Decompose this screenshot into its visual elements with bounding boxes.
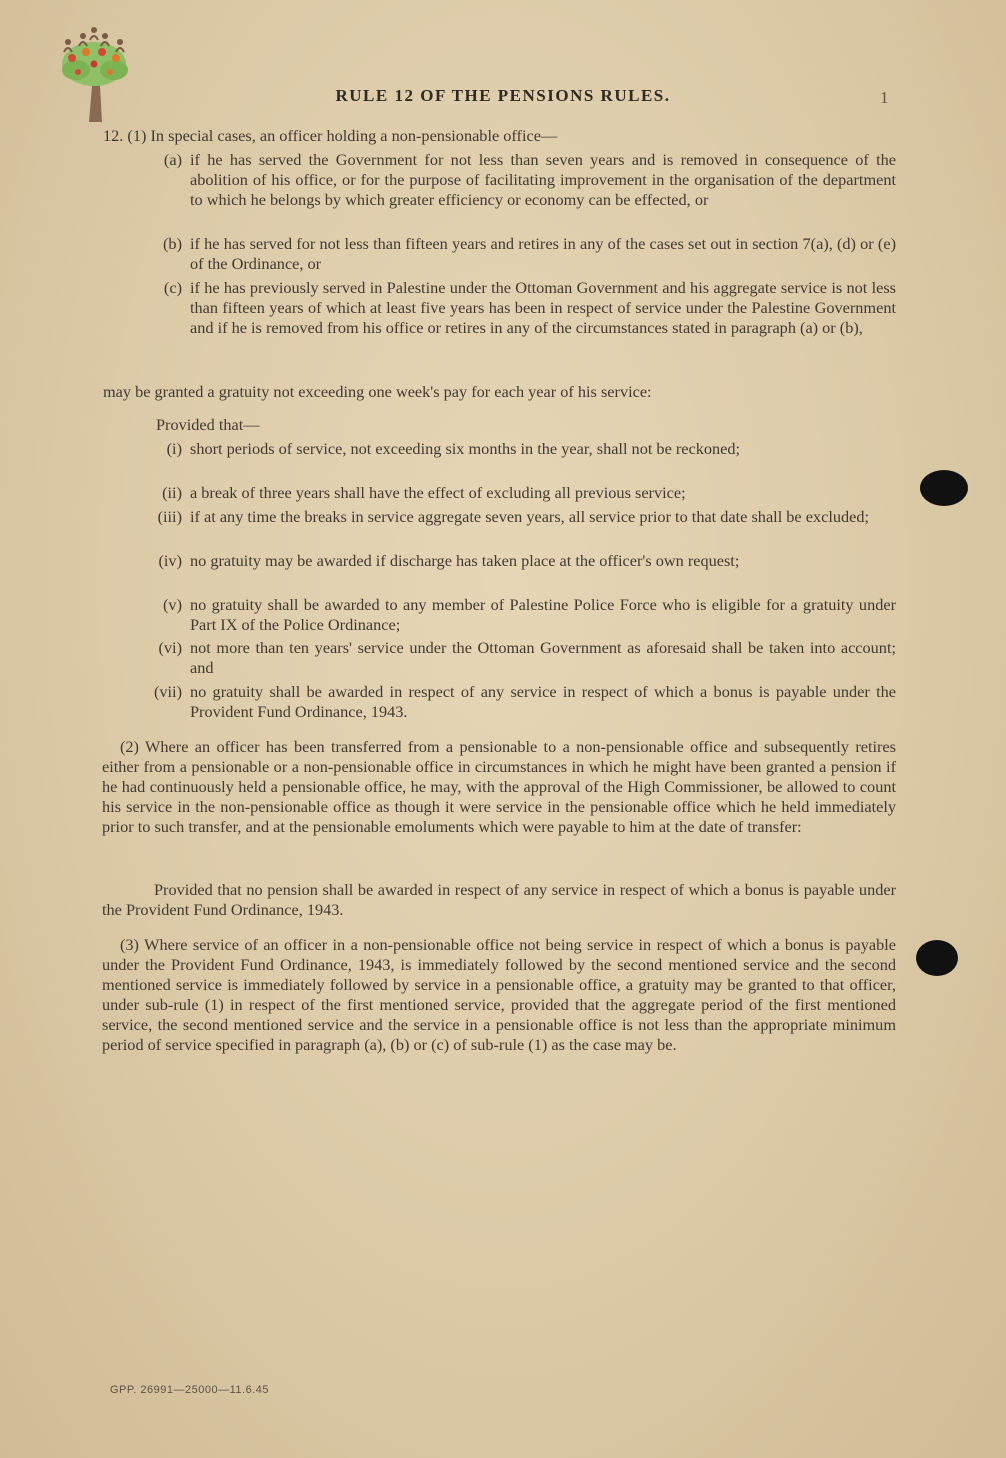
proviso-label-ii: (ii)	[162, 483, 182, 502]
proviso-iii	[190, 507, 896, 527]
proviso-vi-text: not more than ten years' service under the Ottoman Government as aforesaid shall be taken into account; and	[190, 638, 896, 677]
condition-label-a: (a)	[163, 150, 182, 169]
page-title: RULE 12 OF THE PENSIONS RULES.	[335, 86, 671, 105]
condition-a	[190, 150, 896, 210]
proviso-label-v: (v)	[163, 595, 182, 614]
proviso-label-iv: (iv)	[158, 551, 182, 570]
proviso-i-text: short periods of service, not exceeding six months in the year, shall not be reckoned;	[190, 439, 741, 458]
proviso-iv	[190, 551, 896, 571]
sub-rule-2-proviso-text: Provided that no pension shall be awarded in respect of any service in respect of which a bonus is payable under the Provident Fund Ordinance, 1943.	[102, 880, 896, 919]
proviso-iii-text: if at any time the breaks in service aggregate seven years, all service prior to that date shall be excluded;	[190, 507, 870, 526]
provided-that: Provided that—	[156, 415, 260, 434]
proviso-iv-text: no gratuity may be awarded if discharge has taken place at the officer's own request;	[190, 551, 740, 570]
proviso-label-vii: (vii)	[153, 682, 182, 701]
proviso-ii-text: a break of three years shall have the effect of excluding all previous service;	[190, 483, 686, 502]
condition-c	[190, 278, 896, 338]
sub-rule-2-text: (2) Where an officer has been transferred from a pensionable to a non-pensionable office and subsequently retires either from a pensionable or a non-pensionable office in circumstances in which he might have been granted a pension if he had continuously held a pensionable office, he may, with the approval of the High Commissioner, be allowed to count his service in the non-pensionable office as though it were service in the pensionable office which he held immediately prior to such transfer, and at the pensionable emoluments which were payable to him at the date of transfer:	[102, 737, 896, 836]
punch-hole-lower	[916, 940, 958, 976]
punch-hole-upper	[920, 470, 968, 506]
proviso-vi	[190, 638, 896, 678]
proviso-i	[190, 439, 896, 459]
print-code-footer: GPP. 26991—25000—11.6.45	[110, 1384, 269, 1396]
proviso-vii	[190, 682, 896, 722]
sub-rule-2-proviso	[102, 880, 896, 920]
sub-rule-3-text: (3) Where service of an officer in a non-pensionable office not being service in respect of which a bonus is payable under the Provident Fund Ordinance, 1943, is immediately followed by the second mentioned service and the second mentioned service is immediately followed by service in a pensionable office, a gratuity may be granted to that officer, under sub-rule (1) in respect of the first mentioned service, provided that the aggregate period of the first mentioned service, the second mentioned service and the service in a pensionable office is not less than the appropriate minimum period of service specified in paragraph (a), (b) or (c) of sub-rule (1) as the case may be.	[102, 935, 896, 1054]
condition-a-text: if he has served the Government for not less than seven years and is removed in consequence of the abolition of his office, or for the purpose of facilitating improvement in the organisation of the department to which he belongs by which greater efficiency or economy can be effected, or	[190, 150, 896, 209]
proviso-v-text: no gratuity shall be awarded to any member of Palestine Police Force who is eligible for a gratuity under Part IX of the Police Ordinance;	[190, 595, 896, 634]
condition-b-text: if he has served for not less than fifteen years and retires in any of the cases set out in section 7(a), (d) or (e) of the Ordinance, or	[190, 234, 896, 273]
proviso-label-iii: (iii)	[157, 507, 182, 526]
proviso-vii-text: no gratuity shall be awarded in respect of any service in respect of which a bonus is payable under the Provident Fund Ordinance, 1943.	[190, 682, 896, 721]
tree-logo-icon	[56, 24, 132, 124]
sub-rule-3	[102, 935, 896, 1055]
page-number: 1	[880, 88, 889, 107]
condition-label-c: (c)	[163, 278, 182, 297]
rule-12-intro: 12. (1) In special cases, an officer holding a non-pensionable office—	[103, 126, 558, 145]
condition-c-text: if he has previously served in Palestine under the Ottoman Government and his aggregate service is not less than fifteen years of which at least five years has been in respect of service under the Palestine Government and if he is removed from his office or retires in any of the circumstances stated in paragraph (a) or (b),	[190, 278, 896, 337]
sub-rule-2	[102, 737, 896, 837]
condition-b	[190, 234, 896, 274]
grant-line: may be granted a gratuity not exceeding one week's pay for each year of his service:	[103, 382, 652, 401]
condition-label-b: (b)	[163, 234, 182, 253]
proviso-ii	[190, 483, 896, 503]
proviso-label-vi: (vi)	[158, 638, 182, 657]
proviso-label-i: (i)	[166, 439, 182, 458]
proviso-v	[190, 595, 896, 635]
